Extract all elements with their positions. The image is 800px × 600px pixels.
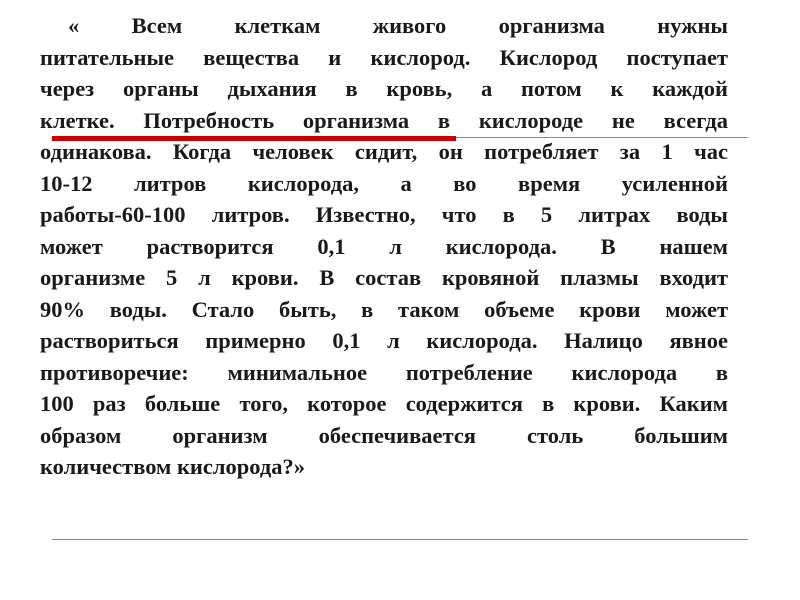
paragraph-line: 100 раз больше того, которое содержится в крови. Каким [40,391,728,416]
paragraph-line: клетке. Потребность организма в кислороде не всегда [40,107,728,133]
quote-paragraph [40,10,728,483]
paragraph-line: количеством кислорода?» [40,454,306,479]
paragraph-line: 10-12 литров кислорода, а во время усиленной [40,170,728,196]
paragraph-line: 90% воды. Стало быть, в таком объеме крови может [40,296,728,322]
paragraph-line: может растворится 0,1 л кислорода. В нашем [40,233,728,259]
paragraph-line: через органы дыхания в кровь, а потом к каждой [40,76,728,101]
paragraph-line: раствориться примерно 0,1 л кислорода. Налицо явное [40,328,728,353]
paragraph-line: противоречие: минимальное потребление кислорода в [40,359,728,385]
paragraph-line: одинакова. Когда человек сидит, он потребляет за 1 час [40,139,728,164]
paragraph-line: организме 5 л крови. В состав кровяной плазмы входит [40,265,728,290]
paragraph-line: работы-60-100 литров. Известно, что в 5 литрах воды [40,202,728,227]
paragraph-line: « Всем клеткам живого организма нужны [68,13,728,38]
bottom-divider [52,539,748,540]
paragraph-line: питательные вещества и кислород. Кислород поступает [40,44,728,70]
paragraph-line: образом организм обеспечивается столь большим [40,422,728,448]
